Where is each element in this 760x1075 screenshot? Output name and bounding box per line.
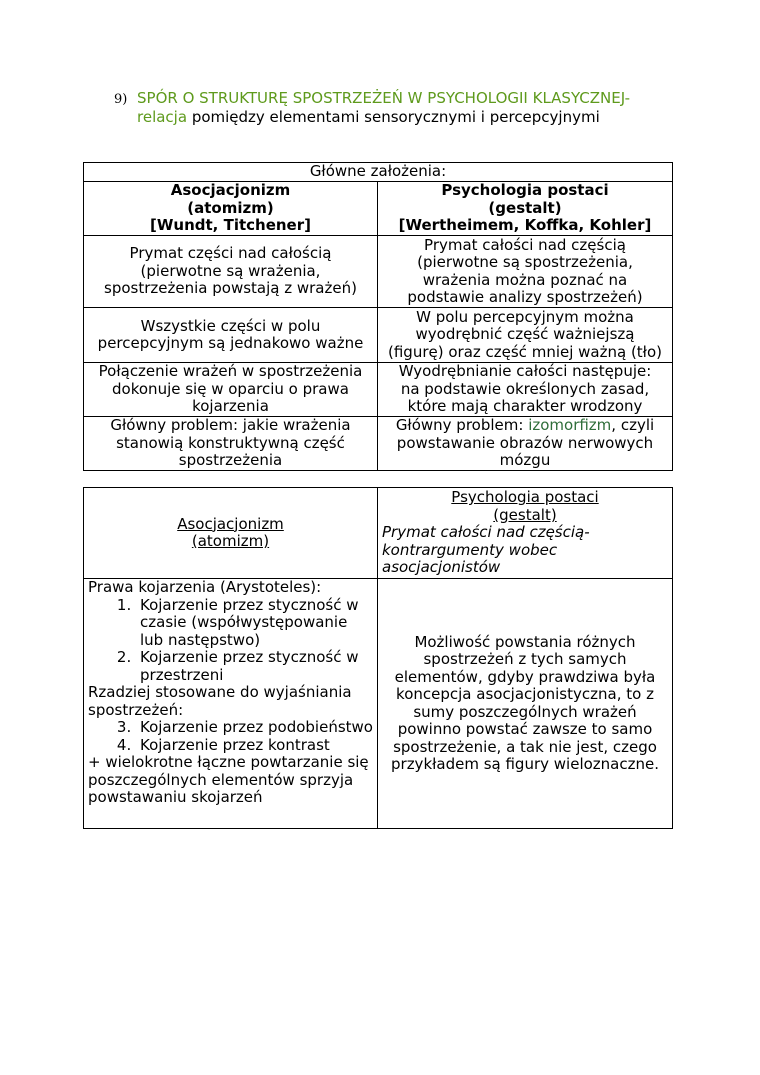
cell-line: Możliwość powstania różnych	[414, 632, 636, 651]
cell-text: , czyli	[611, 416, 655, 435]
table-cell	[84, 363, 378, 417]
header-italic-line: asocjacjonistów	[382, 558, 501, 577]
counterargument-cell	[378, 579, 673, 829]
header-asocjacjonizm	[84, 488, 378, 579]
cell-line: mózgu	[499, 451, 551, 470]
cell-line: spostrzeżenia	[178, 451, 283, 470]
cell-line: wrażenia można poznać na	[422, 270, 628, 289]
table-cell	[378, 417, 673, 471]
cell-line: (pierwotne są wrażenia,	[140, 261, 321, 280]
header-line: (gestalt)	[493, 505, 557, 524]
cell-line: Wyodrębnianie całości następuje:	[398, 362, 652, 381]
header-line: Asocjacjonizm	[170, 181, 291, 200]
header-line: [Wundt, Titchener]	[150, 216, 311, 235]
heading-number: 9)	[114, 92, 128, 107]
table-cell	[378, 236, 673, 308]
header-line: [Wertheimem, Koffka, Kohler]	[398, 216, 652, 235]
cell-line: przykładem są figury wieloznaczne.	[391, 755, 659, 773]
laws-intro: Prawa kojarzenia (Arystoteles):	[88, 578, 322, 596]
header-gestalt	[378, 182, 673, 236]
cell-line: podstawie analizy spostrzeżeń)	[407, 288, 643, 306]
main-assumptions-table	[83, 162, 673, 471]
header-line: Asocjacjonizm	[177, 514, 284, 533]
header-italic-line: Prymat całości nad częścią-	[382, 523, 590, 542]
heading-title: SPÓR O STRUKTURĘ SPOSTRZEŻEŃ W PSYCHOLOGII KLASYCZNEJ-	[137, 89, 631, 107]
header-line: Psychologia postaci	[441, 181, 609, 200]
list-item: 4. Kojarzenie przez kontrast	[136, 737, 373, 755]
cell-line: (figurę) oraz część mniej ważną (tło)	[388, 342, 662, 361]
cell-line: spostrzeżeń z tych samych	[423, 650, 627, 668]
cell-line: percepcyjnym są jednakowo ważne	[97, 334, 364, 352]
cell-line: Prymat całości nad częścią	[424, 235, 626, 254]
cell-line: sumy poszczególnych wrażeń	[413, 702, 637, 721]
cell-line: powstawanie obrazów nerwowych	[396, 433, 654, 452]
laws-list-b	[88, 719, 373, 754]
cell-line	[382, 417, 668, 435]
laws-list-a	[88, 597, 373, 685]
header-line: (gestalt)	[488, 198, 562, 217]
list-item: 2. Kojarzenie przez styczność w przestrzeni	[136, 649, 373, 684]
heading-subtitle	[137, 108, 600, 127]
cell-line: dokonuje się w oparciu o prawa	[112, 379, 349, 398]
header-asocjacjonizm	[84, 182, 378, 236]
table-cell	[378, 363, 673, 417]
cell-line: które mają charakter wrodzony	[407, 397, 643, 416]
laws-middle: Rzadziej stosowane do wyjaśniania spostrzeżeń:	[88, 683, 352, 719]
table-cell	[84, 417, 378, 471]
cell-line: spostrzeżenia powstają z wrażeń)	[104, 279, 357, 298]
header-gestalt	[378, 488, 673, 579]
table-cell	[84, 308, 378, 363]
laws-of-association-cell	[84, 579, 378, 829]
cell-line: stanowią konstruktywną część	[116, 433, 345, 452]
cell-line: Prymat części nad całością	[129, 244, 332, 263]
term-izomorfizm: izomorfizm	[528, 416, 612, 435]
cell-line: na podstawie określonych zasad,	[400, 379, 650, 398]
header-line: (atomizm)	[187, 198, 274, 217]
table-cell	[84, 236, 378, 308]
cell-line: wyodrębnić część ważniejszą	[415, 325, 635, 344]
heading-subtitle-rest: pomiędzy elementami sensorycznymi i percepcyjnymi	[187, 108, 600, 126]
cell-line: Połączenie wrażeń w spostrzeżenia	[98, 362, 363, 381]
cell-line: W polu percepcyjnym można	[416, 307, 634, 326]
cell-line: powinno powstać zawsze to samo	[397, 720, 653, 738]
cell-line: spostrzeżenie, a tak nie jest, czego	[393, 737, 657, 756]
table-caption: Główne założenia:	[84, 163, 673, 182]
cell-line: koncepcja asocjacjonistyczna, to z	[396, 685, 654, 703]
cell-line: (pierwotne są spostrzeżenia,	[417, 253, 633, 271]
header-italic-line: kontrargumenty wobec	[382, 540, 558, 559]
heading-relacja: relacja	[137, 108, 188, 126]
table-cell	[378, 308, 673, 363]
cell-line: Główny problem: jakie wrażenia	[110, 416, 351, 435]
cell-text: Główny problem:	[395, 416, 529, 435]
header-line: Psychologia postaci	[451, 488, 599, 507]
cell-line: Wszystkie części w polu	[140, 316, 321, 335]
header-line: (atomizm)	[191, 532, 270, 550]
arguments-table	[83, 487, 673, 829]
laws-outro: + wielokrotne łączne powtarzanie się poszczególnych elementów sprzyja powstawaniu skojarzeń	[88, 753, 369, 806]
list-item: 3. Kojarzenie przez podobieństwo	[136, 719, 373, 737]
cell-line: kojarzenia	[192, 397, 269, 416]
list-item: 1. Kojarzenie przez styczność w czasie (współwystępowanie lub następstwo)	[136, 597, 373, 650]
cell-line: elementów, gdyby prawdziwa była	[394, 667, 656, 686]
